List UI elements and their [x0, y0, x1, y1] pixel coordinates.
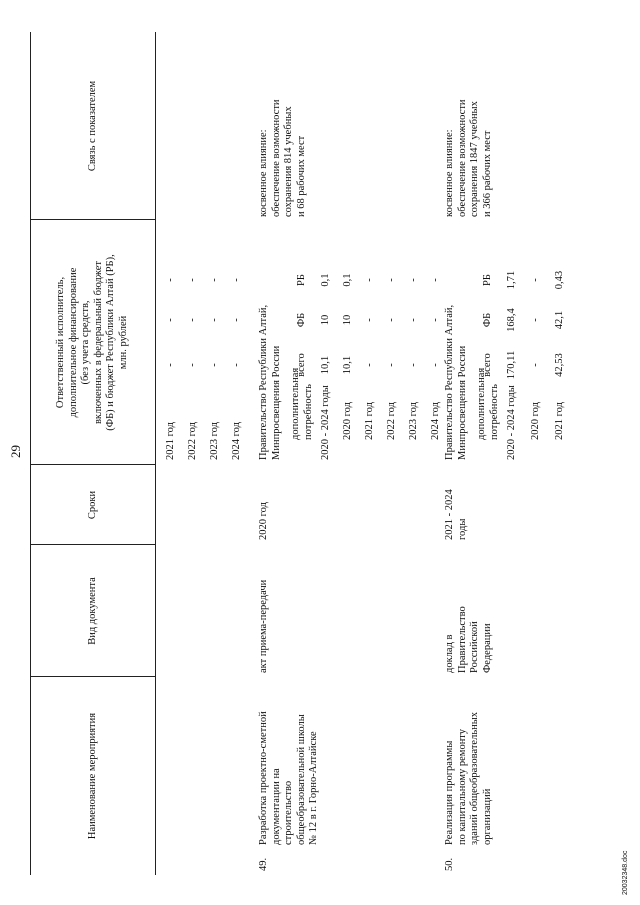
value-fb: 42,1	[554, 310, 565, 330]
value-rb: -	[209, 278, 220, 282]
value-fb: -	[364, 318, 375, 322]
col-total-label: всего	[482, 353, 493, 377]
value-total: -	[209, 363, 220, 367]
item-link: косвенное влияние: обеспечение возможности сохранения 814 учебных и 68 рабочих мест	[258, 99, 307, 217]
table-top-rule	[30, 32, 31, 875]
header-doc-type: Вид документа	[87, 577, 98, 645]
value-rb: 0,1	[320, 273, 331, 287]
year-label: 2023 год	[408, 402, 419, 440]
year-label: 2021 год	[165, 422, 176, 460]
year-label: 2020 год	[342, 402, 353, 440]
year-label: 2023 год	[209, 422, 220, 460]
value-total: -	[430, 363, 441, 367]
value-fb: -	[408, 318, 419, 322]
year-label: 2020 - 2024 годы	[506, 385, 517, 460]
header-name: Наименование мероприятия	[87, 712, 98, 840]
value-fb: -	[231, 318, 242, 322]
item-doc-type: доклад в Правительство Российской Федерации	[444, 606, 493, 673]
year-label: 2020 - 2024 годы	[320, 385, 331, 460]
value-fb: -	[386, 318, 397, 322]
value-rb: 0,1	[342, 273, 353, 287]
value-rb: -	[430, 278, 441, 282]
value-fb: -	[530, 318, 541, 322]
value-total: -	[386, 363, 397, 367]
item-executor: Правительство Республики Алтай, Минпросвещения России	[258, 304, 282, 460]
year-label: 2022 год	[386, 402, 397, 440]
value-total: -	[364, 363, 375, 367]
value-rb: -	[386, 278, 397, 282]
item-name: Реализация программы по капитальному ремонту зданий общеобразовательных организаций	[444, 711, 493, 845]
value-total: -	[165, 363, 176, 367]
header-link: Связь с показателем	[87, 80, 98, 172]
item-term: 2020 год	[258, 502, 269, 540]
value-rb: -	[165, 278, 176, 282]
item-term: 2021 - 2024 годы	[444, 489, 468, 540]
value-total: 10,1	[320, 355, 331, 375]
item-need-label: дополнительная потребность	[476, 367, 500, 440]
footer-filename: 20032348.doc	[622, 850, 629, 895]
header-term: Сроки	[87, 490, 98, 520]
item-need-label: дополнительная потребность	[290, 367, 314, 440]
item-doc-type: акт приема-передачи	[258, 579, 269, 673]
value-rb: 1,71	[506, 270, 517, 290]
value-fb: -	[430, 318, 441, 322]
value-rb: -	[530, 278, 541, 282]
page-number: 29	[8, 445, 23, 458]
value-fb: 168,4	[506, 308, 517, 332]
value-rb: -	[408, 278, 419, 282]
value-total: 170,11	[506, 350, 517, 380]
value-total: -	[187, 363, 198, 367]
col-rb-label: РБ	[482, 274, 493, 286]
year-label: 2021 год	[364, 402, 375, 440]
col-total-label: всего	[296, 353, 307, 377]
year-label: 2020 год	[530, 402, 541, 440]
value-rb: 0,43	[554, 270, 565, 290]
year-label: 2022 год	[187, 422, 198, 460]
value-total: -	[231, 363, 242, 367]
value-total: -	[530, 363, 541, 367]
year-label: 2021 год	[554, 402, 565, 440]
value-fb: -	[209, 318, 220, 322]
year-label: 2024 год	[430, 402, 441, 440]
value-fb: 10	[320, 314, 331, 326]
value-total: 42,53	[554, 353, 565, 377]
col-rb-label: РБ	[296, 274, 307, 286]
item-number: 49.	[258, 857, 269, 871]
header-bottom-rule	[155, 32, 156, 875]
header-executor: Ответственный исполнитель, дополнительное финансирование (без учета средств, включенных в федеральный бюджет (ФБ) и бюджет Республики Алтай (РБ), млн. рублей	[55, 254, 129, 431]
value-rb: -	[187, 278, 198, 282]
col-fb-label: ФБ	[296, 312, 307, 328]
item-link: косвенное влияние: обеспечение возможности сохранения 1847 учебных и 366 рабочих мест	[444, 99, 493, 217]
value-total: -	[408, 363, 419, 367]
value-total: 10,1	[342, 355, 353, 375]
item-name: Разработка проектно-сметной документации на строительство общеобразовательной школы № 12 в г. Горно-Алтайске	[258, 711, 319, 845]
col-fb-label: ФБ	[482, 312, 493, 328]
year-label: 2024 год	[231, 422, 242, 460]
value-rb: -	[231, 278, 242, 282]
value-fb: 10	[342, 314, 353, 326]
value-fb: -	[165, 318, 176, 322]
item-executor: Правительство Республики Алтай, Минпросвещения России	[444, 304, 468, 460]
value-fb: -	[187, 318, 198, 322]
value-rb: -	[364, 278, 375, 282]
item-number: 50.	[444, 857, 455, 871]
